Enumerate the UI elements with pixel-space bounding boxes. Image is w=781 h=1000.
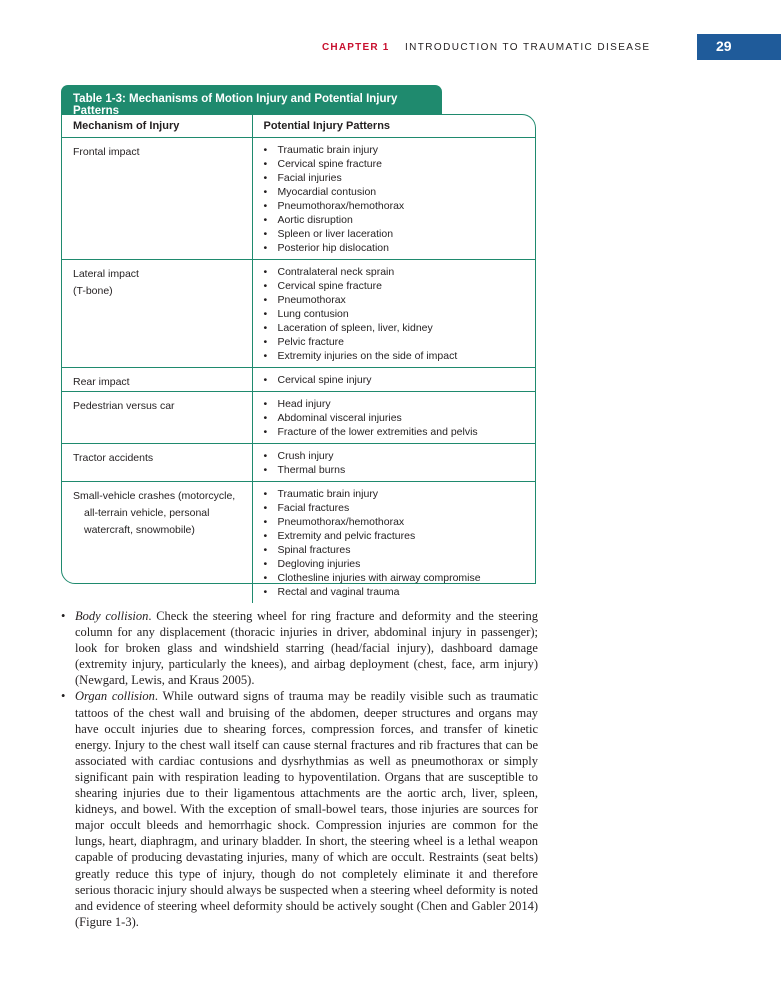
mechanism-text: Pedestrian versus car [73,399,175,412]
pattern-item: • Myocardial contusion [264,185,530,199]
injury-table [61,114,536,598]
patterns-cell [252,367,535,391]
pattern-list [264,449,530,477]
pattern-item: • Thermal burns [264,463,530,477]
pattern-item: • Facial fractures [264,501,530,515]
table-row [62,391,535,443]
paragraph-text: . Check the steering wheel for ring fracture and deformity and the steering column for any displacement (thoracic injuries in driver, abdominal injury in passenger); look for broken glass and windshield starring (head/facial injury), dashboard damage (extremity injury, particularly the knees), and airbag deployment (chest, face, arm injury) (Newgard, Lewis, and Kraus 2005). [75,609,538,688]
pattern-item: • Laceration of spleen, liver, kidney [264,321,530,335]
pattern-item: • Abdominal visceral injuries [264,411,530,425]
pattern-item: • Pneumothorax/hemothorax [264,515,530,529]
table-row [62,259,535,367]
pattern-item: • Clothesline injuries with airway compromise [264,571,530,585]
pattern-item: • Head injury [264,397,530,411]
patterns-cell [252,443,535,481]
column-header-mechanism: Mechanism of Injury [62,115,252,137]
patterns-cell [252,391,535,443]
pattern-item: • Pneumothorax [264,293,530,307]
mechanism-cell [62,259,252,367]
paragraph-organ-collision [61,688,538,929]
patterns-cell [252,137,535,259]
pattern-item: • Crush injury [264,449,530,463]
mechanism-cell [62,391,252,443]
bullet: • [61,609,66,623]
pattern-item: • Spleen or liver laceration [264,227,530,241]
pattern-list [264,373,530,387]
pattern-item: • Spinal fractures [264,543,530,557]
mechanism-text: Frontal impact [73,145,140,158]
pattern-item: • Extremity injuries on the side of impact [264,349,530,363]
mechanism-cell [62,137,252,259]
mechanism-text: Small-vehicle crashes (motorcycle, [73,489,236,502]
chapter-label: CHAPTER 1 [322,42,390,53]
mechanism-text: all-terrain vehicle, personal [84,506,210,519]
running-header [0,42,781,62]
pattern-item: • Posterior hip dislocation [264,241,530,255]
mechanism-cell [62,367,252,391]
patterns-cell [252,259,535,367]
pattern-list [264,143,530,255]
table-row [62,137,535,259]
term-body-collision: Body collision [75,609,149,623]
pattern-list [264,487,530,599]
pattern-item: • Traumatic brain injury [264,487,530,501]
paragraph-text: . While outward signs of trauma may be readily visible such as traumatic tattoos of the chest wall and bruising of the abdomen, deeper structures and organs may have occult injuries due to shearing forces, compression forces, and transfer of kinetic energy. Injury to the chest wall itself can cause sternal fractures and rib fractures that can be associated with cardiac contusions and dysrhythmias as well as pneumothorax or simply significant pain with respiration leading to hypoventilation. Organs that are susceptible to shearing injuries due to their ligamentous attachments are the aortic arch, liver, spleen, kidneys, and bowel. With the exception of small-bowel tears, those injuries are sources for major occult bleeds and hemorrhagic shock. Compression injuries are common for the lungs, heart, diaphragm, and urinary bladder. In short, the steering wheel is a lethal weapon capable of producing devastating injuries, many of which are occult. Restraints (seat belts) greatly reduce this type of injury, though do not completely eliminate it and therefore serious thoracic injury should always be suspected when a steering wheel deformity is noted and evidence of steering wheel deformity should be actively sought (Chen and Gabler 2014) (Figure 1-3). [75,689,538,929]
body-text [61,608,538,930]
pattern-item: • Cervical spine injury [264,373,530,387]
table-row [62,367,535,391]
bullet: • [61,689,66,704]
term-organ-collision: Organ collision [75,689,155,704]
pattern-item: • Aortic disruption [264,213,530,227]
column-header-patterns: Potential Injury Patterns [252,115,535,137]
pattern-list [264,397,530,439]
table-row [62,443,535,481]
mechanism-cell [62,481,252,603]
pattern-item: • Facial injuries [264,171,530,185]
pattern-item: • Rectal and vaginal trauma [264,585,530,599]
mechanism-cell [62,443,252,481]
mechanism-text: (T-bone) [73,284,113,297]
chapter-title: INTRODUCTION TO TRAUMATIC DISEASE [405,42,651,53]
pattern-item: • Cervical spine fracture [264,279,530,293]
pattern-item: • Traumatic brain injury [264,143,530,157]
page-number: 29 [716,38,732,54]
page-number-tab [697,34,781,60]
mechanism-text: Tractor accidents [73,451,154,464]
paragraph-body-collision [61,608,538,688]
pattern-item: • Lung contusion [264,307,530,321]
pattern-list [264,265,530,363]
table-row [62,481,535,603]
pattern-item: • Degloving injuries [264,557,530,571]
pattern-item: • Cervical spine fracture [264,157,530,171]
mechanism-text: watercraft, snowmobile) [84,523,195,536]
pattern-item: • Pneumothorax/hemothorax [264,199,530,213]
pattern-item: • Extremity and pelvic fractures [264,529,530,543]
pattern-item: • Fracture of the lower extremities and pelvis [264,425,530,439]
table-header-row [62,115,535,137]
pattern-item: • Contralateral neck sprain [264,265,530,279]
mechanism-text: Rear impact [73,375,130,388]
table-caption: Table 1-3: Mechanisms of Motion Injury and Potential Injury Patterns [61,85,442,115]
mechanism-text: Lateral impact [73,267,139,280]
patterns-cell [252,481,535,603]
pattern-item: • Pelvic fracture [264,335,530,349]
